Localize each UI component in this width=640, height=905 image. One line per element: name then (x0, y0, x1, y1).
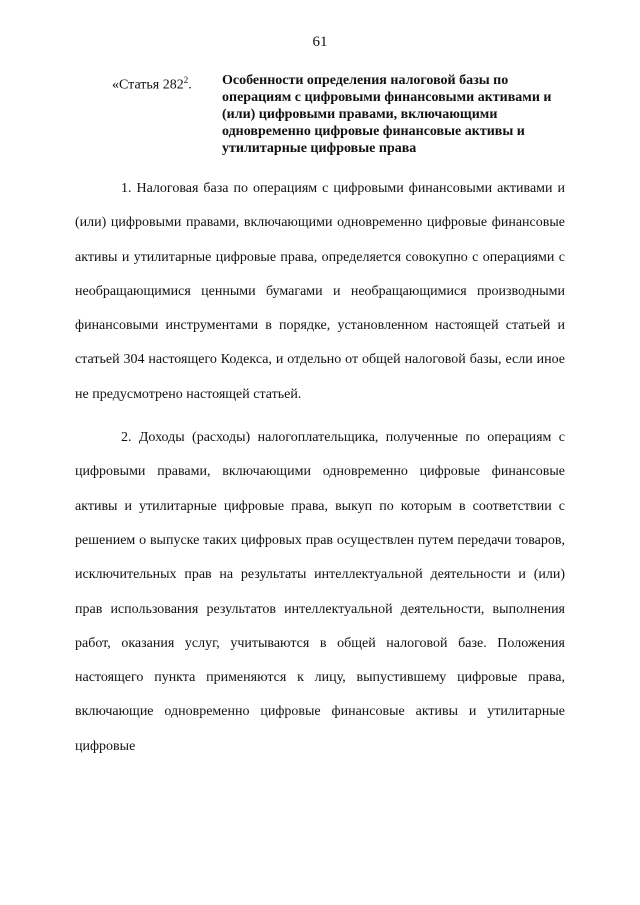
article-body (75, 172, 565, 764)
article-prefix-suffix: . (188, 77, 192, 93)
article-number (112, 72, 222, 157)
article-title: Особенности определения налоговой базы по операциям с цифровыми финансовыми активами и (или) цифровыми правами, включающими одновременно цифровые финансовые активы и утилитарные цифровые права (222, 73, 552, 156)
article-heading (112, 72, 582, 157)
paragraph-2: 2. Доходы (расходы) налогоплательщика, полученные по операциям с цифровыми правами, включающими одновременно цифровые финансовые активы и утилитарные цифровые права, выкуп по которым в соответствии с решением о выпуске таких цифровых прав осуществлен путем передачи товаров, исключительных прав на результаты интеллектуальной деятельности и (или) прав использования результатов интеллектуальной деятельности, выполнения работ, оказания услуг, учитываются в общей налоговой базе. Положения настоящего пункта применяются к лицу, выпустившему цифровые права, включающие одновременно цифровые финансовые активы и утилитарные цифровые (75, 430, 565, 754)
paragraph-1: 1. Налоговая база по операциям с цифровыми финансовыми активами и (или) цифровыми правами, включающими одновременно цифровые финансовые активы и утилитарные цифровые права, определяется совокупно с операциями с необращающимися ценными бумагами и необращающимися производными финансовыми инструментами в порядке, установленном настоящей статьей и статьей 304 настоящего Кодекса, и отдельно от общей налоговой базы, если иное не предусмотрено настоящей статьей. (75, 181, 565, 402)
article-superscript: 2 (183, 75, 189, 85)
article-prefix: «Статья 282 (112, 77, 184, 93)
page-number: 61 (312, 34, 328, 50)
